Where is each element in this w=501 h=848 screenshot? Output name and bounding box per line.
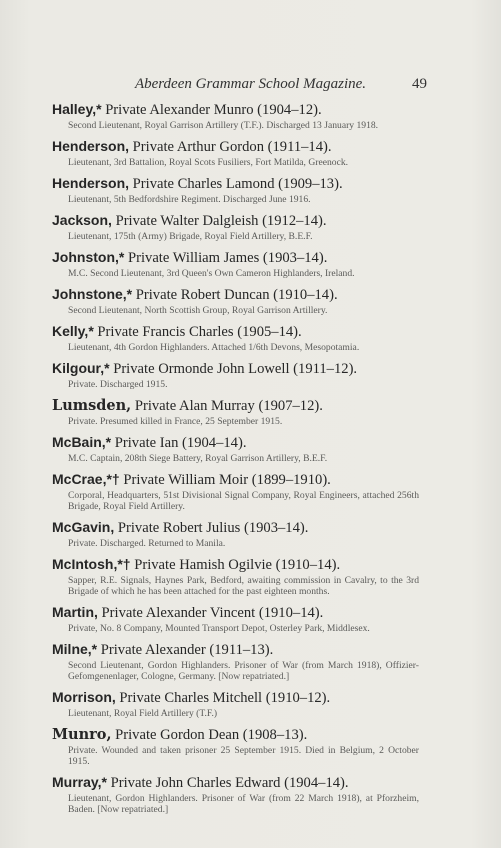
entry-name-and-years: Private Alexander Vincent (1910–14).: [97, 605, 324, 621]
list-item: [52, 285, 421, 316]
entry-service-detail: Private, No. 8 Company, Mounted Transport Depot, Osterley Park, Middlesex.: [68, 623, 370, 634]
entry-service-detail: Second Lieutenant, Royal Garrison Artillery (T.F.). Discharged 13 January 1918.: [68, 120, 379, 131]
entry-surname: Munro,: [52, 726, 112, 743]
entry-surname: Kelly,*: [52, 323, 94, 339]
entry-surname: Milne,*: [52, 641, 98, 657]
entry-heading: [52, 359, 421, 379]
entry-heading: [52, 396, 421, 416]
entry-heading: [52, 773, 421, 793]
list-item: [52, 248, 421, 279]
entry-heading: [52, 688, 421, 708]
page-number: 49: [412, 76, 427, 92]
entry-service-detail: Lieutenant, Royal Field Artillery (T.F.): [68, 708, 218, 719]
entry-name-and-years: Private Charles Mitchell (1910–12).: [115, 690, 331, 706]
entry-surname: Halley,*: [52, 101, 102, 117]
running-head: [0, 76, 501, 96]
entry-service-detail: Lieutenant, 175th (Army) Brigade, Royal Field Artillery, B.E.F.: [68, 231, 313, 242]
entry-surname: Henderson,: [52, 175, 130, 191]
entry-surname: McCrae,*†: [52, 471, 120, 487]
entry-service-detail: Second Lieutenant, Gordon Highlanders. Prisoner of War (from March 1918), Offizier-Gefomgenenlager, Cologne, Germany. [Now repatriated.]: [68, 660, 419, 682]
entry-heading: [52, 518, 421, 538]
entry-name-and-years: Private Walter Dalgleish (1912–14).: [111, 213, 327, 229]
entry-heading: [52, 285, 421, 305]
entry-surname: Jackson,: [52, 212, 112, 228]
roll-of-service-list: [52, 100, 421, 821]
entry-service-detail: Private. Presumed killed in France, 25 September 1915.: [68, 416, 283, 427]
entry-name-and-years: Private William Moir (1899–1910).: [119, 472, 331, 488]
running-title: Aberdeen Grammar School Magazine.: [134, 76, 367, 92]
entry-name-and-years: Private Arthur Gordon (1911–14).: [129, 139, 332, 155]
entry-name-and-years: Private Ian (1904–14).: [111, 435, 247, 451]
entry-name-and-years: Private Alexander (1911–13).: [97, 642, 274, 658]
list-item: [52, 688, 421, 719]
entry-surname: Murray,*: [52, 774, 107, 790]
list-item: [52, 725, 421, 767]
entry-heading: [52, 248, 421, 268]
list-item: [52, 640, 421, 682]
entry-heading: [52, 211, 421, 231]
entry-service-detail: Corporal, Headquarters, 51st Divisional Signal Company, Royal Engineers, attached 256th Brigade, Royal Field Artillery.: [68, 490, 419, 512]
entry-name-and-years: Private Hamish Ogilvie (1910–14).: [130, 557, 341, 573]
entry-service-detail: Second Lieutenant, North Scottish Group, Royal Garrison Artillery.: [68, 305, 328, 316]
entry-name-and-years: Private John Charles Edward (1904–14).: [106, 775, 349, 791]
list-item: [52, 137, 421, 168]
entry-surname: McIntosh,*†: [52, 556, 131, 572]
entry-heading: [52, 137, 421, 157]
entry-heading: [52, 555, 421, 575]
entry-service-detail: Lieutenant, 4th Gordon Highlanders. Attached 1/6th Devons, Mesopotamia.: [68, 342, 360, 353]
entry-surname: Lumsden,: [52, 397, 132, 414]
list-item: [52, 603, 421, 634]
entry-surname: Henderson,: [52, 138, 130, 154]
entry-surname: Martin,: [52, 604, 98, 620]
entry-service-detail: Private. Wounded and taken prisoner 25 September 1915. Died in Belgium, 2 October 1915.: [68, 745, 419, 767]
entry-heading: [52, 174, 421, 194]
entry-name-and-years: Private Robert Julius (1903–14).: [114, 520, 309, 536]
entry-heading: [52, 100, 421, 120]
entry-surname: McGavin,: [52, 519, 115, 535]
entry-name-and-years: Private Gordon Dean (1908–13).: [111, 727, 308, 743]
entry-heading: [52, 603, 421, 623]
entry-surname: Johnstone,*: [52, 286, 133, 302]
list-item: [52, 555, 421, 597]
entry-name-and-years: Private Ormonde John Lowell (1911–12).: [109, 361, 358, 377]
entry-name-and-years: Private William James (1903–14).: [124, 250, 328, 266]
entry-name-and-years: Private Robert Duncan (1910–14).: [132, 287, 338, 303]
entry-service-detail: Lieutenant, 3rd Battalion, Royal Scots Fusiliers, Fort Matilda, Greenock.: [68, 157, 349, 168]
entry-heading: [52, 725, 421, 745]
entry-surname: Morrison,: [52, 689, 116, 705]
entry-surname: McBain,*: [52, 434, 112, 450]
entry-service-detail: Lieutenant, 5th Bedfordshire Regiment. Discharged June 1916.: [68, 194, 311, 205]
entry-service-detail: Sapper, R.E. Signals, Haynes Park, Bedford, awaiting commission in Cavalry, to the 3rd Brigade of which he has been attached for the past eighteen months.: [68, 575, 419, 597]
list-item: [52, 359, 421, 390]
entry-name-and-years: Private Alan Murray (1907–12).: [131, 398, 323, 414]
entry-heading: [52, 322, 421, 342]
entry-heading: [52, 433, 421, 453]
entry-heading: [52, 470, 421, 490]
list-item: [52, 433, 421, 464]
entry-service-detail: M.C. Second Lieutenant, 3rd Queen's Own Cameron Highlanders, Ireland.: [68, 268, 355, 279]
entry-name-and-years: Private Francis Charles (1905–14).: [93, 324, 302, 340]
list-item: [52, 773, 421, 815]
list-item: [52, 174, 421, 205]
entry-service-detail: Private. Discharged 1915.: [68, 379, 168, 390]
entry-name-and-years: Private Charles Lamond (1909–13).: [129, 176, 343, 192]
entry-name-and-years: Private Alexander Munro (1904–12).: [101, 102, 322, 118]
list-item: [52, 100, 421, 131]
entry-surname: Johnston,*: [52, 249, 125, 265]
entry-service-detail: M.C. Captain, 208th Siege Battery, Royal Garrison Artillery, B.E.F.: [68, 453, 328, 464]
list-item: [52, 396, 421, 427]
list-item: [52, 518, 421, 549]
entry-service-detail: Private. Discharged. Returned to Manila.: [68, 538, 226, 549]
entry-heading: [52, 640, 421, 660]
list-item: [52, 470, 421, 512]
list-item: [52, 322, 421, 353]
entry-service-detail: Lieutenant, Gordon Highlanders. Prisoner of War (from 22 March 1918), at Pforzheim, Baden. [Now repatriated.]: [68, 793, 419, 815]
entry-surname: Kilgour,*: [52, 360, 110, 376]
list-item: [52, 211, 421, 242]
